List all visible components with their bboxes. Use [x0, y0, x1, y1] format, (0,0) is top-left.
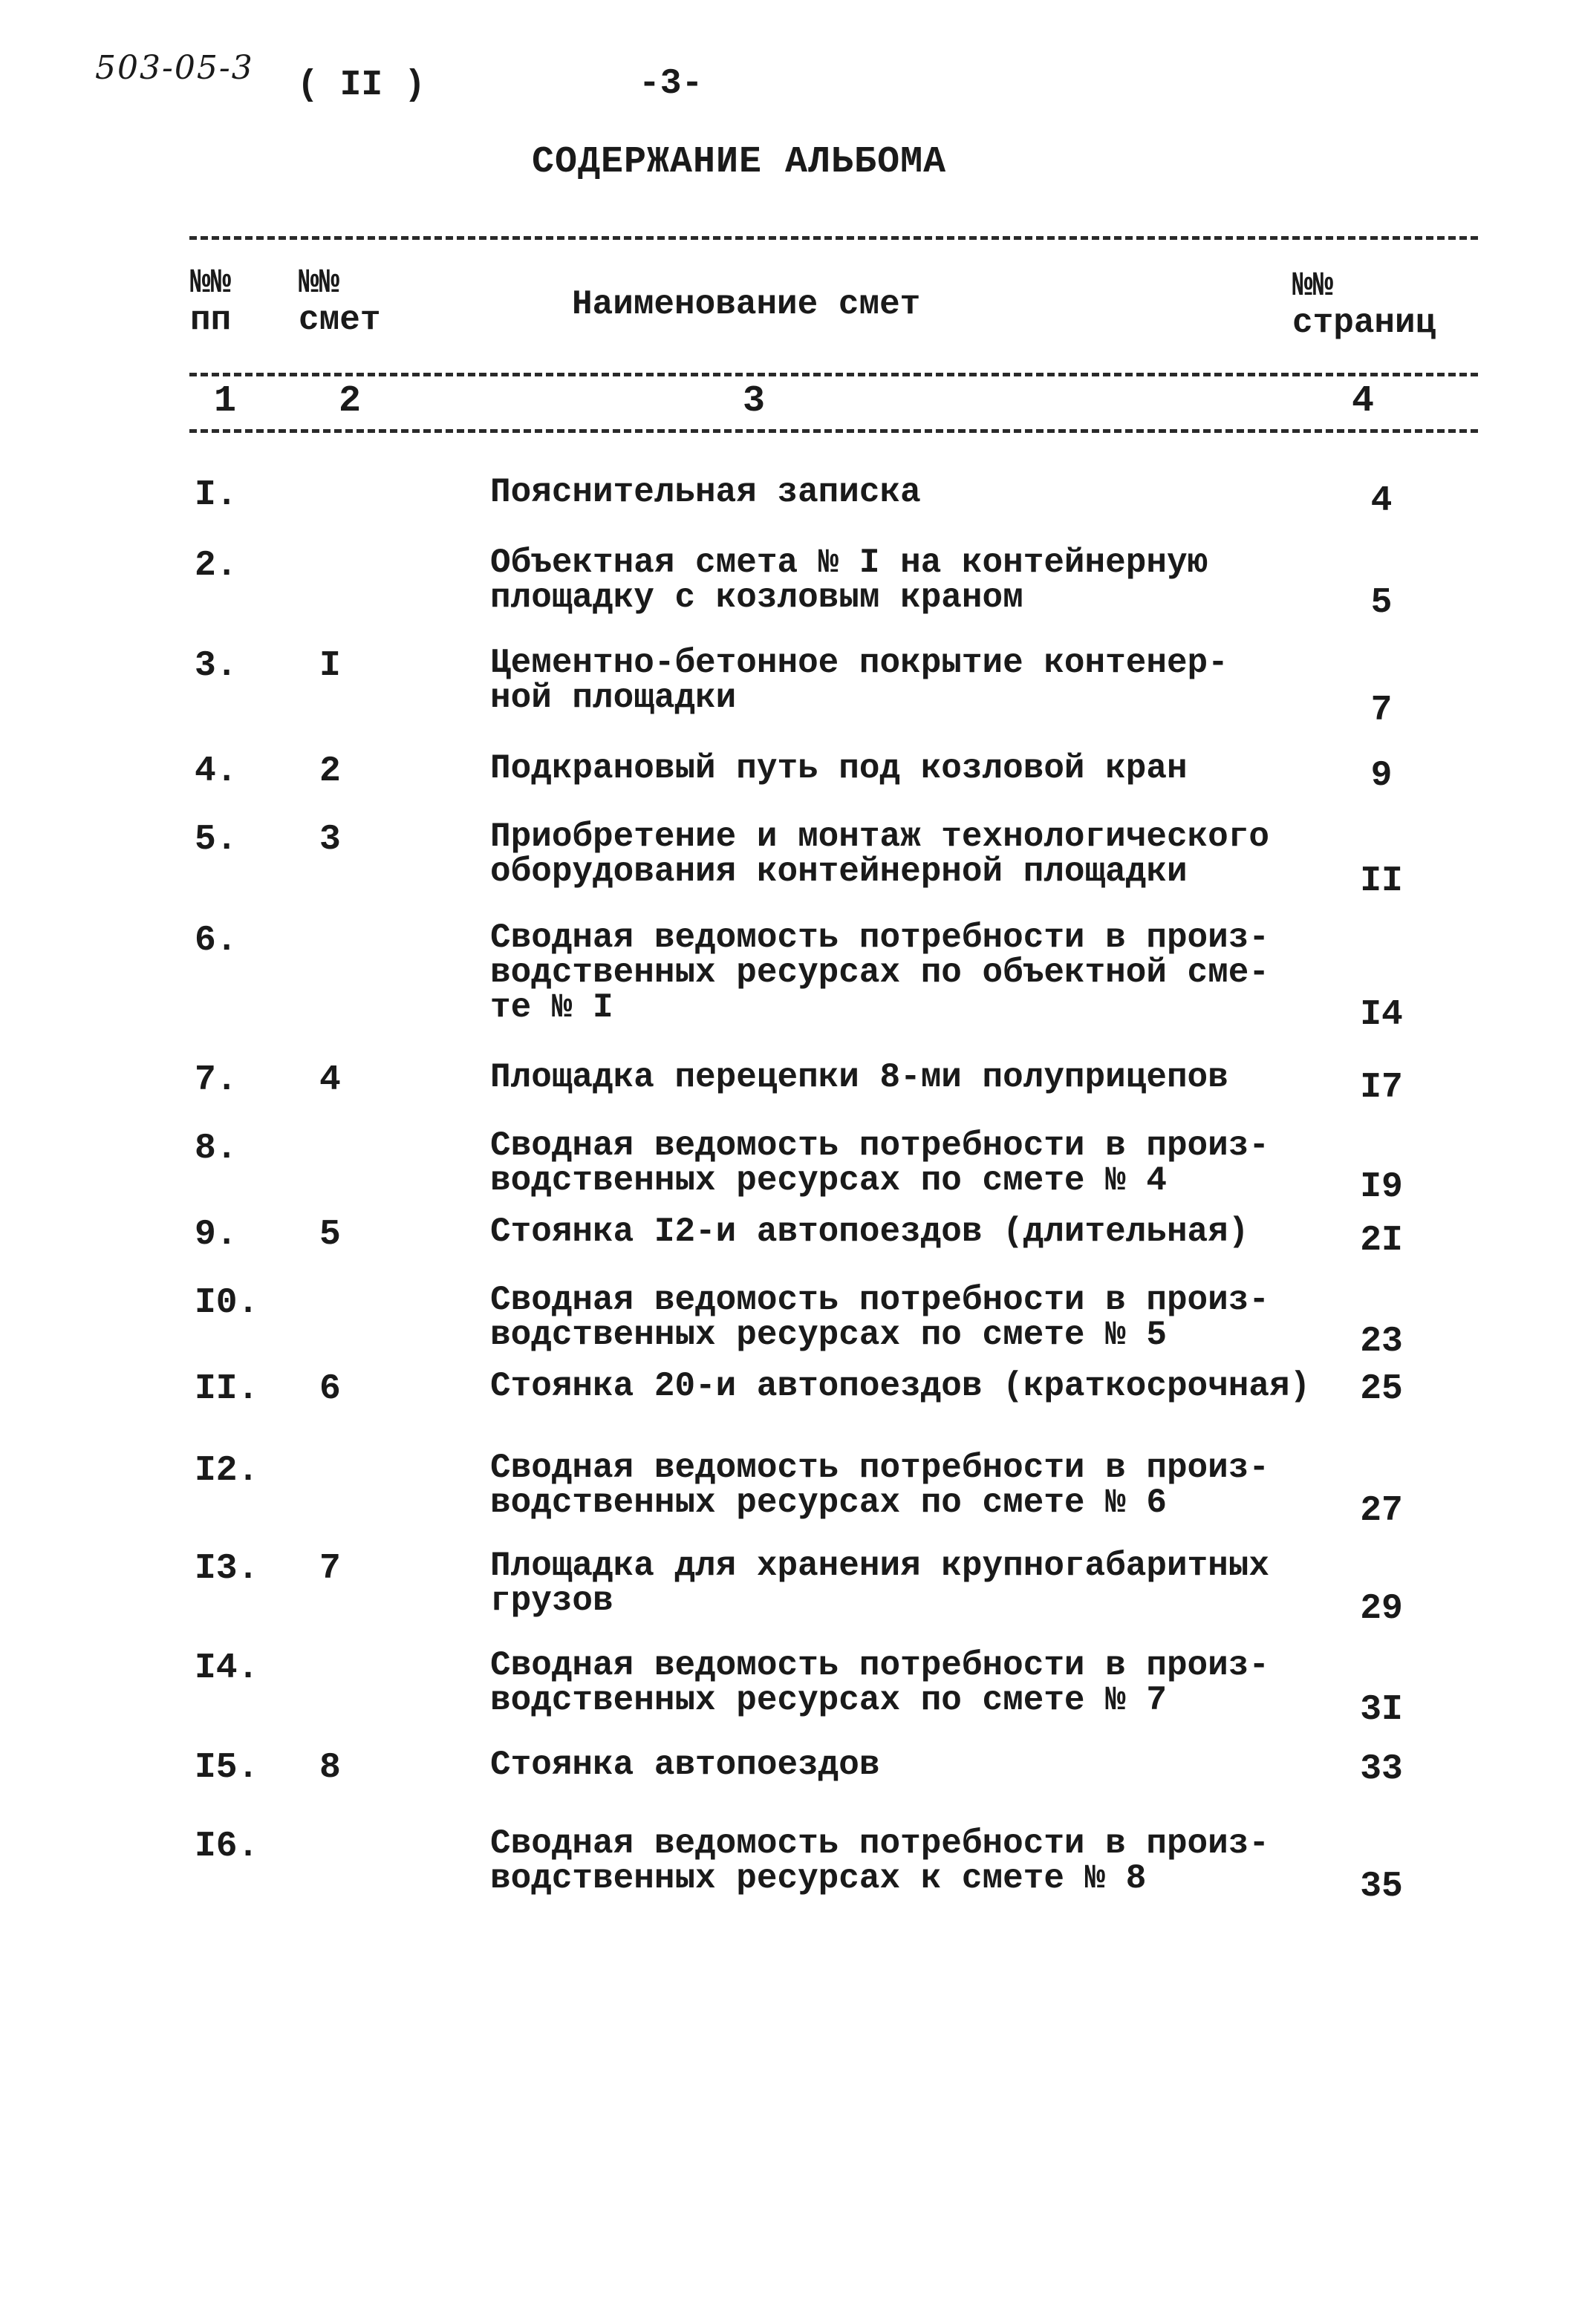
row-number: 7. — [195, 1060, 238, 1100]
page-ref: 3I — [1360, 1690, 1403, 1730]
page-ref: 29 — [1360, 1589, 1403, 1629]
column-header-name: Наименование смет — [572, 285, 921, 324]
estimate-number: 4 — [319, 1060, 341, 1100]
estimate-name: Стоянка автопоездов — [490, 1746, 880, 1784]
page-ref: 23 — [1360, 1322, 1403, 1362]
header-bottom-rule — [189, 429, 1478, 433]
estimate-number: 3 — [319, 820, 341, 860]
estimate-name: Площадка перецепки 8-ми полуприцепов — [490, 1058, 1228, 1097]
page-ref: 27 — [1360, 1491, 1403, 1531]
estimate-name: Приобретение и монтаж технологического оборудования контейнерной площадки — [490, 817, 1269, 891]
row-number: 6. — [195, 921, 238, 961]
estimate-name: Подкрановый путь под козловой кран — [490, 749, 1188, 788]
estimate-number: 5 — [319, 1215, 341, 1255]
estimate-name: Стоянка 20-и автопоездов (краткосрочная) — [490, 1367, 1311, 1406]
row-number: I0. — [195, 1283, 259, 1323]
album-part: ( II ) — [297, 65, 426, 105]
page-ref: 4 — [1370, 481, 1393, 521]
row-number: II. — [195, 1369, 259, 1409]
page-ref: 9 — [1370, 756, 1393, 796]
row-number: 2. — [195, 546, 238, 586]
estimate-number: 7 — [319, 1549, 341, 1589]
column-header-estimate-number: №№ смет — [299, 264, 381, 339]
row-number: I2. — [195, 1451, 259, 1491]
row-number: 9. — [195, 1215, 238, 1255]
row-number: I6. — [195, 1827, 259, 1867]
header-mid-rule — [189, 373, 1478, 376]
estimate-name: Сводная ведомость потребности в произ- водственных ресурсах по объектной сме- те № I — [490, 918, 1269, 1027]
estimate-name: Стоянка I2-и автопоездов (длительная) — [490, 1212, 1249, 1251]
page-ref: 25 — [1360, 1369, 1403, 1409]
page-ref: 2I — [1360, 1221, 1403, 1261]
estimate-name: Сводная ведомость потребности в произ- водственных ресурсах к смете № 8 — [490, 1824, 1269, 1898]
column-number-4: 4 — [1352, 380, 1375, 422]
page-ref: 5 — [1370, 583, 1393, 623]
row-number: 3. — [195, 646, 238, 686]
row-number: I. — [195, 475, 238, 515]
estimate-name: Пояснительная записка — [490, 473, 921, 512]
page-ref: II — [1360, 861, 1403, 901]
estimate-number: I — [319, 646, 341, 686]
row-number: 8. — [195, 1129, 238, 1169]
row-number: 4. — [195, 751, 238, 791]
page-ref: 35 — [1360, 1867, 1403, 1907]
column-number-3: 3 — [743, 380, 766, 422]
column-number-2: 2 — [339, 380, 362, 422]
page-ref: 33 — [1360, 1749, 1403, 1789]
row-number: 5. — [195, 820, 238, 860]
column-number-1: 1 — [214, 380, 237, 422]
estimate-name: Сводная ведомость потребности в произ- водственных ресурсах по смете № 7 — [490, 1646, 1269, 1720]
estimate-name: Сводная ведомость потребности в произ- водственных ресурсах по смете № 6 — [490, 1449, 1269, 1522]
row-number: I3. — [195, 1549, 259, 1589]
estimate-name: Сводная ведомость потребности в произ- водственных ресурсах по смете № 4 — [490, 1126, 1269, 1200]
page-number: -3- — [639, 64, 703, 104]
estimate-name: Цементно-бетонное покрытие контенер- ной площадки — [490, 644, 1228, 717]
page-ref: I4 — [1360, 995, 1403, 1035]
estimate-number: 6 — [319, 1369, 341, 1409]
page-ref: 7 — [1370, 691, 1393, 731]
page-ref: I9 — [1360, 1167, 1403, 1207]
column-header-page: №№ страниц — [1292, 267, 1436, 342]
estimate-name: Площадка для хранения крупногабаритных грузов — [490, 1547, 1269, 1620]
estimate-number: 2 — [319, 751, 341, 791]
document-code: 503-05-3 — [95, 49, 254, 87]
page-ref: I7 — [1360, 1068, 1403, 1108]
row-number: I4. — [195, 1648, 259, 1688]
estimate-name: Сводная ведомость потребности в произ- водственных ресурсах по смете № 5 — [490, 1281, 1269, 1354]
column-header-item-number: №№ пп — [190, 264, 232, 339]
estimate-name: Объектная смета № I на контейнерную площадку с козловым краном — [490, 544, 1208, 617]
header-top-rule — [189, 236, 1478, 240]
page-title: СОДЕРЖАНИЕ АЛЬБОМА — [532, 141, 947, 183]
row-number: I5. — [195, 1748, 259, 1788]
estimate-number: 8 — [319, 1748, 341, 1788]
